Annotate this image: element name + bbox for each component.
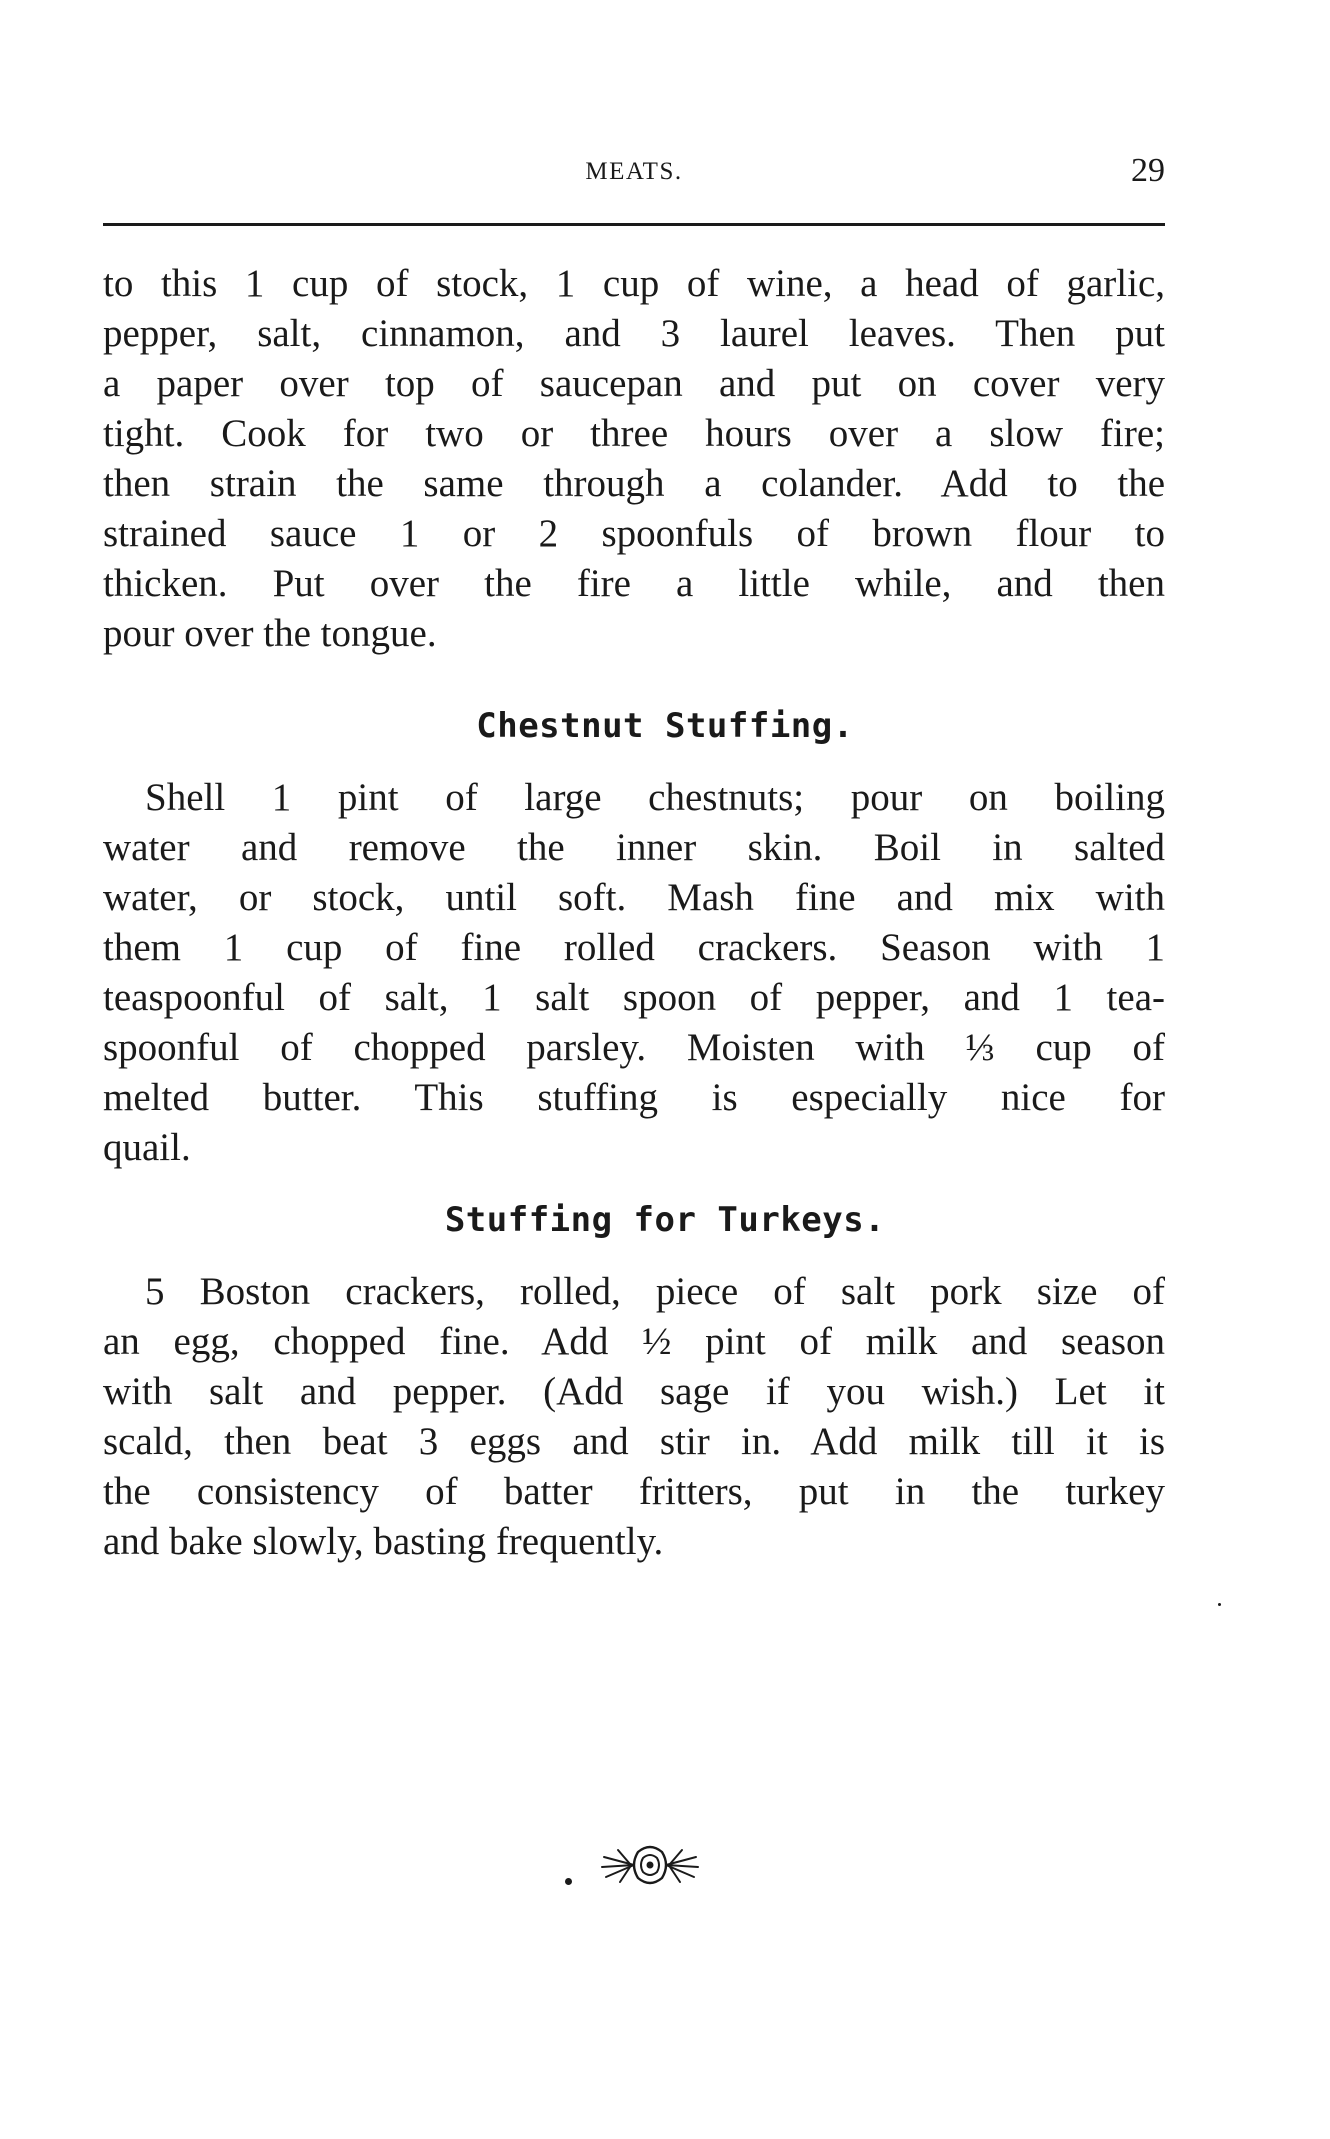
recipe-body-chestnut-stuffing — [103, 773, 1165, 1173]
paragraph-continuation — [103, 259, 1165, 659]
recipe-heading-chestnut-stuffing: Chestnut Stuffing. — [476, 706, 854, 746]
text-line: pour over the tongue. — [103, 612, 437, 655]
print-speck — [1218, 1603, 1221, 1606]
text-line: teaspoonful of salt, 1 salt spoon of pepper, and 1 tea- — [103, 976, 1165, 1019]
recipe-heading-stuffing-for-turkeys: Stuffing for Turkeys. — [444, 1200, 886, 1240]
section-title: MEATS. — [585, 158, 683, 185]
text-line: an egg, chopped fine. Add ½ pint of milk and season — [103, 1320, 1165, 1363]
text-line: to this 1 cup of stock, 1 cup of wine, a head of garlic, — [103, 262, 1165, 305]
text-line: pepper, salt, cinnamon, and 3 laurel leaves. Then put — [103, 312, 1165, 355]
text-line: quail. — [103, 1126, 191, 1169]
text-line: tight. Cook for two or three hours over a slow fire; — [103, 412, 1165, 455]
text-line: water and remove the inner skin. Boil in salted — [103, 826, 1165, 869]
text-line: melted butter. This stuffing is especially nice for — [103, 1076, 1165, 1119]
text-line: with salt and pepper. (Add sage if you wish.) Let it — [103, 1370, 1165, 1413]
text-line: the consistency of batter fritters, put in the turkey — [103, 1470, 1165, 1513]
text-line: strained sauce 1 or 2 spoonfuls of brown flour to — [103, 512, 1165, 555]
text-line: Shell 1 pint of large chestnuts; pour on boiling — [145, 776, 1165, 819]
text-line: and bake slowly, basting frequently. — [103, 1520, 664, 1563]
text-line: 5 Boston crackers, rolled, piece of salt pork size of — [145, 1270, 1165, 1313]
text-line: water, or stock, until soft. Mash fine and mix with — [103, 876, 1165, 919]
running-head — [103, 152, 1165, 202]
text-line: a paper over top of saucepan and put on cover very — [103, 362, 1165, 405]
text-line: them 1 cup of fine rolled crackers. Season with 1 — [103, 926, 1165, 969]
printers-flourish-icon — [600, 1840, 700, 1890]
text-line: then strain the same through a colander. Add to the — [103, 462, 1165, 505]
text-line: spoonful of chopped parsley. Moisten with ⅓ cup of — [103, 1026, 1165, 1069]
header-rule — [103, 223, 1165, 226]
page-number: 29 — [1131, 152, 1165, 189]
recipe-body-stuffing-for-turkeys — [103, 1267, 1165, 1567]
print-speck — [565, 1878, 572, 1885]
text-line: scald, then beat 3 eggs and stir in. Add milk till it is — [103, 1420, 1165, 1463]
text-line: thicken. Put over the fire a little while, and then — [103, 562, 1165, 605]
